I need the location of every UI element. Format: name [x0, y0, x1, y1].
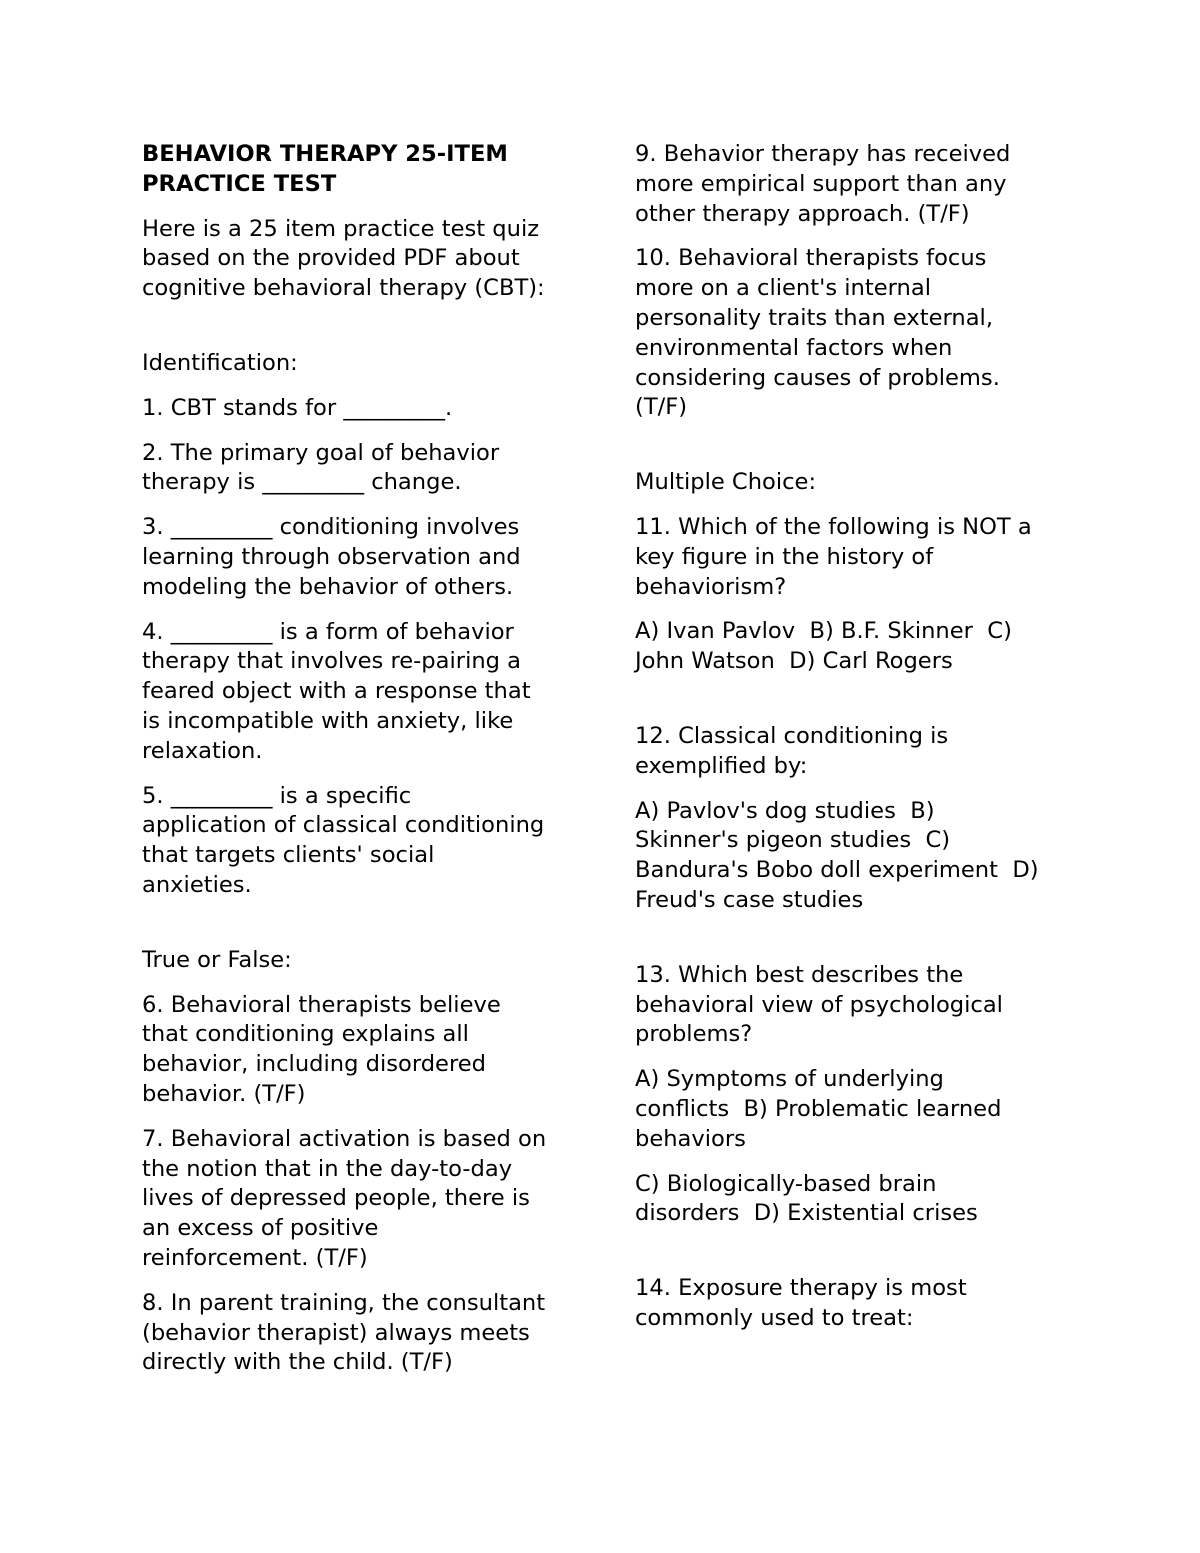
- question-2: 2. The primary goal of behavior therapy is _________ change.: [142, 439, 500, 496]
- question-7: 7. Behavioral activation is based on the notion that in the day-to-day lives of depressed people, there is an excess of positive reinforcement. (T/F): [142, 1125, 547, 1271]
- question-11-options: A) Ivan Pavlov B) B.F. Skinner C) John Watson D) Carl Rogers: [635, 618, 1012, 675]
- true-false-heading: True or False:: [142, 946, 292, 973]
- question-13-options: A) Symptoms of underlying conflicts B) Problematic learned behaviors: [635, 1066, 1002, 1152]
- question-12-options: A) Pavlov's dog studies B) Skinner's pigeon studies C) Bandura's Bobo doll experiment D) Freud's case studies: [635, 797, 1039, 913]
- question-11: 11. Which of the following is NOT a key figure in the history of behaviorism?: [635, 513, 1032, 600]
- left-column: [142, 140, 582, 1393]
- document-title: [142, 140, 582, 200]
- intro-paragraph: Here is a 25 item practice test quiz based on the provided PDF about cognitive behavioral therapy (CBT):: [142, 215, 545, 302]
- question-4: 4. _________ is a form of behavior therapy that involves re-pairing a feared object with a response that is incompatible with anxiety, like relaxation.: [142, 618, 531, 764]
- question-9: 9. Behavior therapy has received more empirical support than any other therapy approach. (T/F): [635, 141, 1011, 227]
- title-line: BEHAVIOR THERAPY 25-ITEM: [142, 141, 508, 167]
- multiple-choice-heading: Multiple Choice:: [635, 469, 817, 496]
- question-13: 13. Which best describes the behavioral view of psychological problems?: [635, 961, 1003, 1048]
- question-1: 1. CBT stands for _________.: [142, 394, 453, 421]
- question-13-options-continued: C) Biologically-based brain disorders D) Existential crises: [635, 1170, 978, 1227]
- question-12: 12. Classical conditioning is exemplified by:: [635, 722, 949, 779]
- question-5: 5. _________ is a specific application of classical conditioning that targets clients' social anxieties.: [142, 782, 545, 898]
- identification-heading: Identification:: [142, 349, 298, 376]
- question-14: 14. Exposure therapy is most commonly used to treat:: [635, 1275, 967, 1331]
- question-6: 6. Behavioral therapists believe that conditioning explains all behavior, including disordered behavior. (T/F): [142, 991, 501, 1107]
- question-10: 10. Behavioral therapists focus more on a client's internal personality traits than external, environmental factors when considering causes of problems. (T/F): [635, 245, 1000, 421]
- question-8: 8. In parent training, the consultant (behavior therapist) always meets directly with the child. (T/F): [142, 1289, 546, 1376]
- question-3: 3. _________ conditioning involves learning through observation and modeling the behavior of others.: [142, 514, 521, 600]
- right-column: [635, 140, 1075, 1349]
- title-line: PRACTICE TEST: [142, 170, 337, 197]
